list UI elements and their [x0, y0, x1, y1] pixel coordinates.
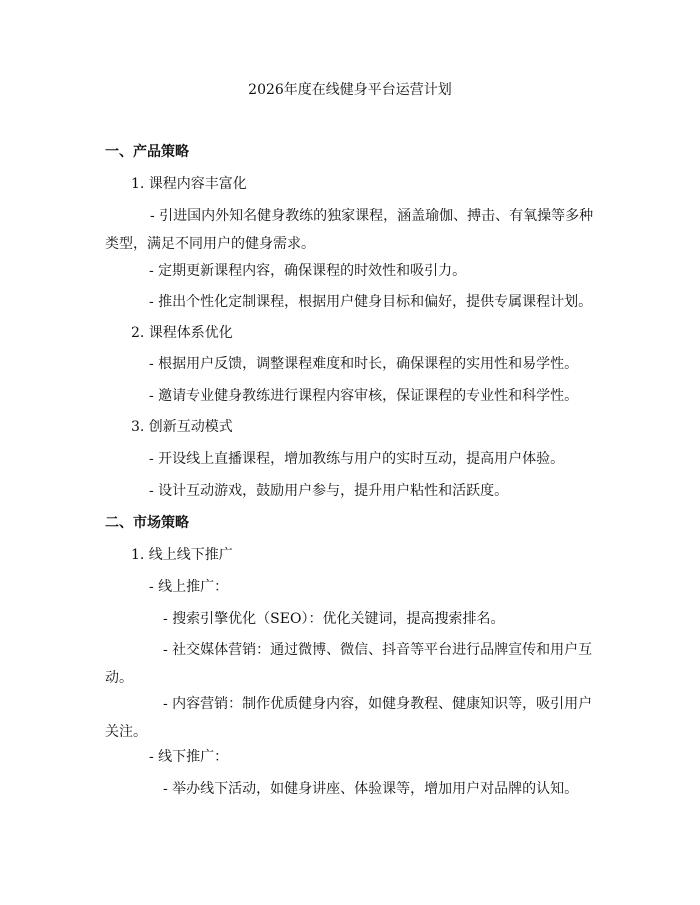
document-title: 2026年度在线健身平台运营计划 — [248, 82, 452, 98]
section-heading-product: 一、产品策略 — [105, 144, 189, 160]
point-online-2: - 社交媒体营销：通过微博、微信、抖音等平台进行品牌宣传和用户互动。 — [105, 642, 593, 686]
section-heading-market: 二、市场策略 — [105, 515, 189, 531]
group-online-label: - 线上推广： — [149, 579, 229, 595]
item-promotion: 1. 线上线下推广 — [131, 547, 233, 563]
point-course-content-3: - 推出个性化定制课程，根据用户健身目标和偏好，提供专属课程计划。 — [149, 294, 593, 310]
point-interaction-1: - 开设线上直播课程，增加教练与用户的实时互动，提高用户体验。 — [149, 451, 565, 467]
point-online-3: - 内容营销：制作优质健身内容，如健身教程、健康知识等，吸引用户关注。 — [105, 696, 593, 740]
item-interaction: 3. 创新互动模式 — [131, 419, 233, 435]
point-online-1: - 搜索引擎优化（SEO）：优化关键词，提高搜索排名。 — [163, 611, 505, 627]
point-interaction-2: - 设计互动游戏，鼓励用户参与，提升用户粘性和活跃度。 — [149, 483, 509, 499]
item-course-content: 1. 课程内容丰富化 — [131, 176, 247, 192]
point-course-system-1: - 根据用户反馈，调整课程难度和时长，确保课程的实用性和易学性。 — [149, 356, 579, 372]
point-course-content-1: - 引进国内外知名健身教练的独家课程，涵盖瑜伽、搏击、有氧操等多种类型，满足不同用户的健身需求。 — [105, 208, 594, 252]
point-course-content-2: - 定期更新课程内容，确保课程的时效性和吸引力。 — [149, 263, 467, 279]
item-course-system: 2. 课程体系优化 — [131, 325, 233, 341]
group-offline-label: - 线下推广： — [149, 749, 229, 765]
point-course-system-2: - 邀请专业健身教练进行课程内容审核，保证课程的专业性和科学性。 — [149, 388, 579, 404]
point-offline-1: - 举办线下活动，如健身讲座、体验课等，增加用户对品牌的认知。 — [163, 781, 579, 797]
